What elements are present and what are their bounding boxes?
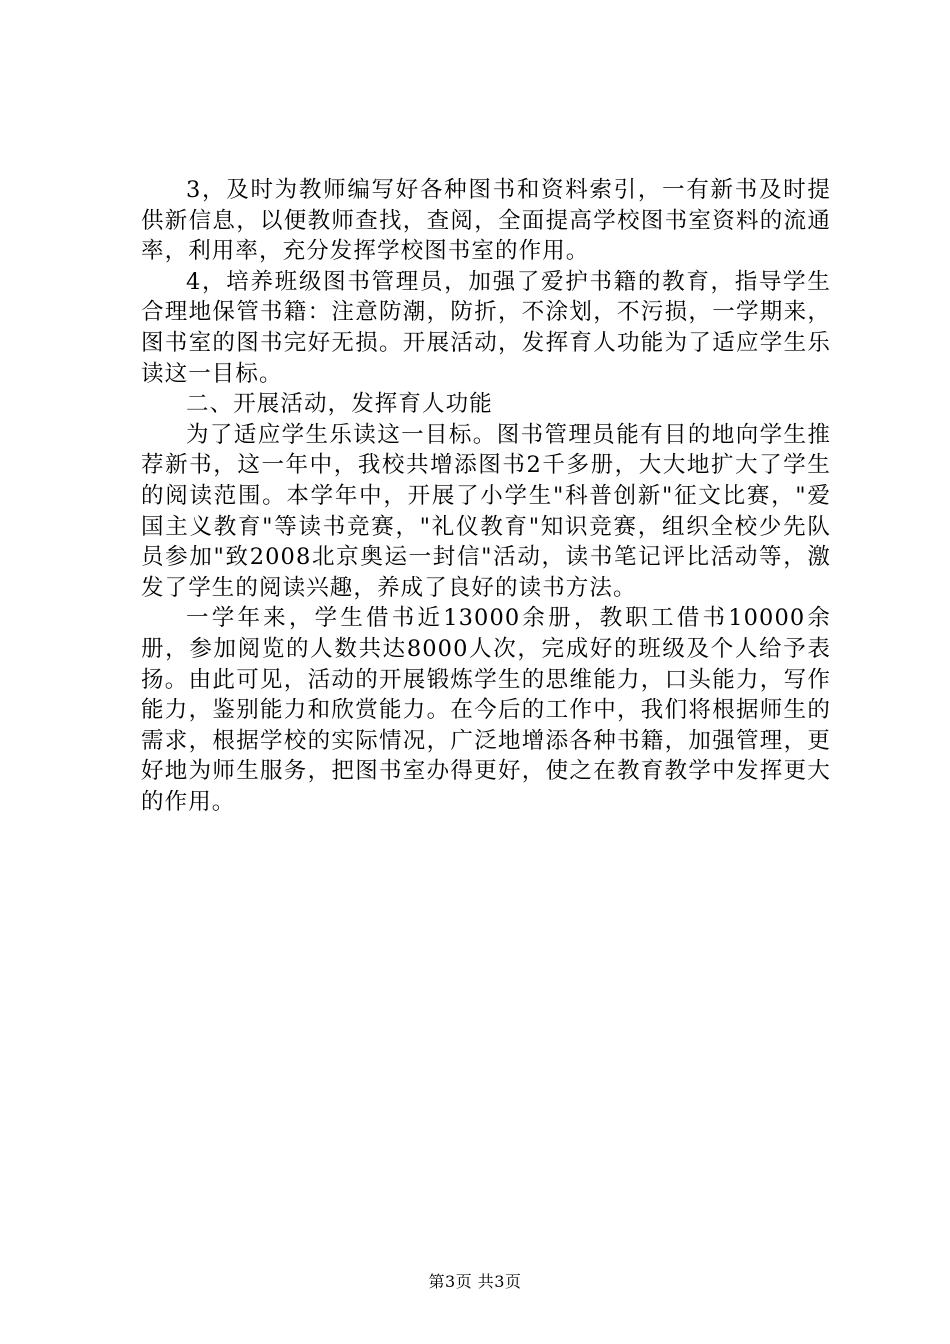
document-body bbox=[141, 175, 831, 817]
section-heading: 二、开展活动，发挥育人功能 bbox=[186, 391, 493, 418]
paragraph-item-3: 3，及时为教师编写好各种图书和资料索引，一有新书及时提供新信息，以便教师查找，查阅，全面提高学校图书室资料的流通率，利用率，充分发挥学校图书室的作用。 bbox=[141, 177, 831, 265]
paragraph-activities: 为了适应学生乐读这一目标。图书管理员能有目的地向学生推荐新书，这一年中，我校共增添图书2千多册，大大地扩大了学生的阅读范围。本学年中，开展了小学生"科普创新"征文比赛，"爱国主义教育"等读书竞赛，"礼仪教育"知识竞赛，组织全校少先队员参加"致2008北京奥运一封信"活动，读书笔记评比活动等，激发了学生的阅读兴趣，养成了良好的读书方法。 bbox=[141, 421, 831, 601]
page-footer bbox=[0, 1272, 950, 1292]
paragraph-summary: 一学年来，学生借书近13000余册，教职工借书10000余册，参加阅览的人数共达8000人次，完成好的班级及个人给予表扬。由此可见，活动的开展锻炼学生的思维能力，口头能力，写作能力，鉴别能力和欣赏能力。在今后的工作中，我们将根据师生的需求，根据学校的实际情况，广泛地增添各种书籍，加强管理，更好地为师生服务，把图书室办得更好，使之在教育教学中发挥更大的作用。 bbox=[141, 605, 831, 815]
paragraph-item-4: 4，培养班级图书管理员，加强了爱护书籍的教育，指导学生合理地保管书籍：注意防潮，防折，不涂划，不污损，一学期来，图书室的图书完好无损。开展活动，发挥育人功能为了适应学生乐读这一目标。 bbox=[141, 268, 831, 387]
page-number: 第3页 共3页 bbox=[428, 1272, 522, 1291]
